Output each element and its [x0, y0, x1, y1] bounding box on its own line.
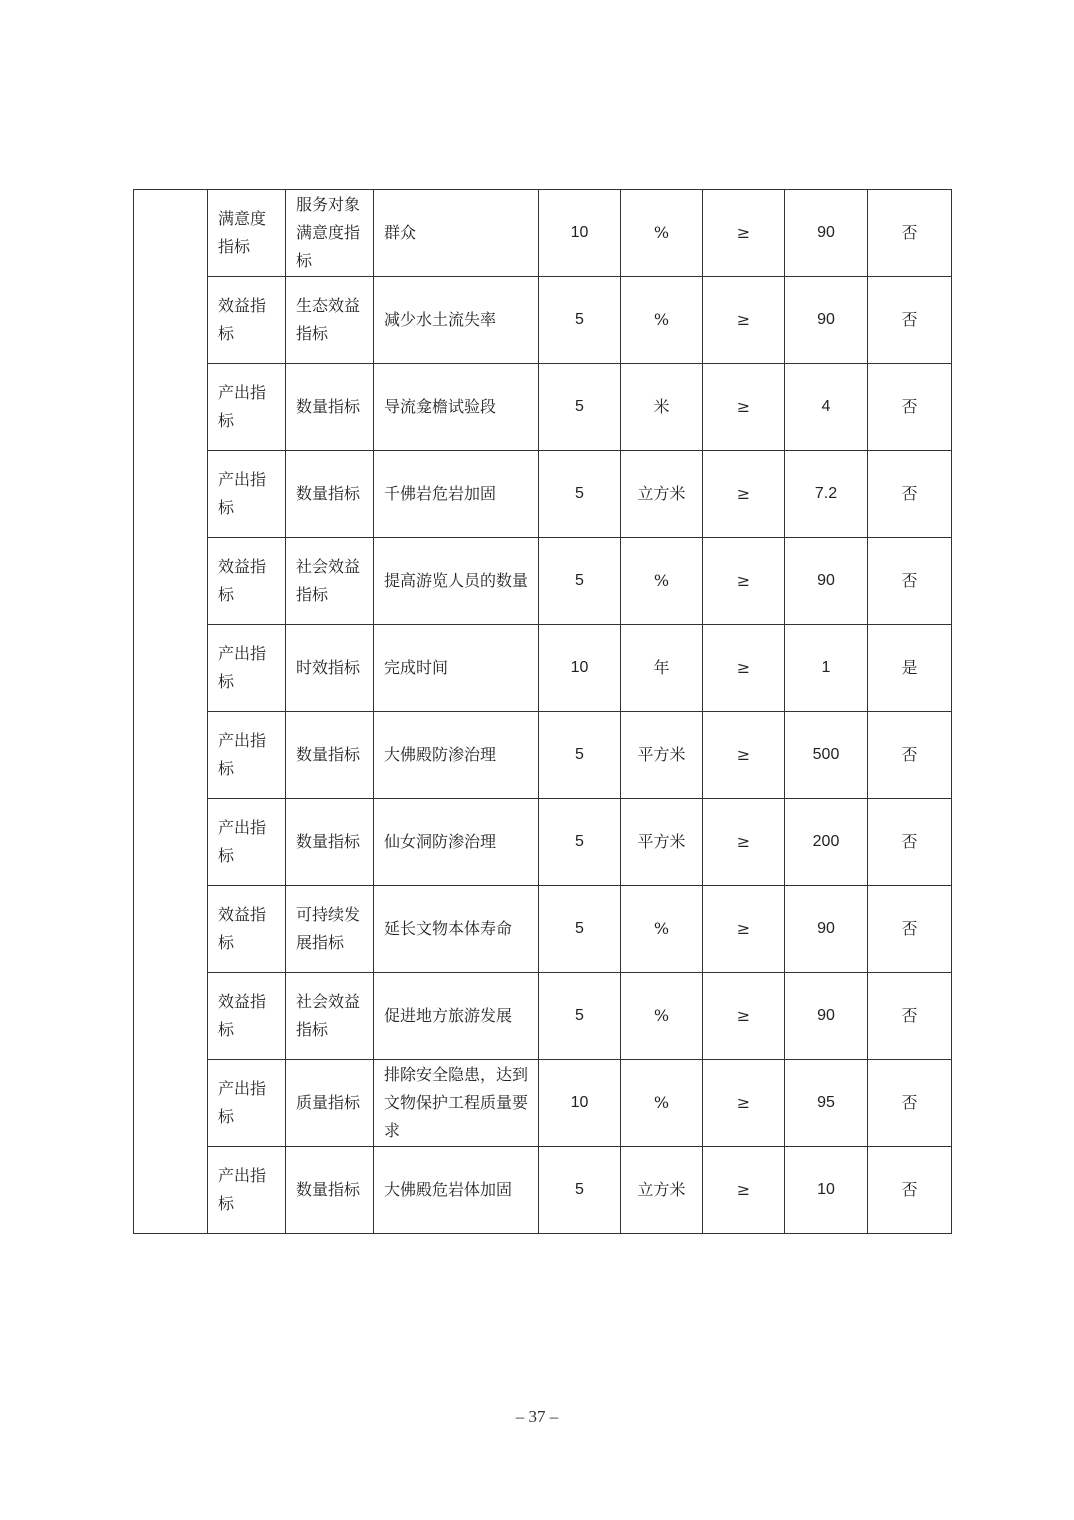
unit-cell: 立方米	[621, 451, 703, 538]
operator-cell: ≥	[703, 451, 785, 538]
table-row	[134, 712, 952, 799]
table-row	[134, 451, 952, 538]
target-value-cell: 4	[785, 364, 868, 451]
operator-cell: ≥	[703, 190, 785, 277]
unit-cell: %	[621, 886, 703, 973]
level2-indicator-cell: 数量指标	[286, 712, 374, 799]
target-value-cell: 90	[785, 886, 868, 973]
core-indicator-cell: 否	[868, 886, 952, 973]
weight-cell: 5	[539, 277, 621, 364]
table-row	[134, 625, 952, 712]
core-indicator-cell: 否	[868, 1147, 952, 1234]
target-value-cell: 200	[785, 799, 868, 886]
indicator-name-cell: 大佛殿危岩体加固	[374, 1147, 539, 1234]
weight-cell: 5	[539, 712, 621, 799]
page-number: – 37 –	[515, 1407, 559, 1426]
level1-indicator-cell: 产出指标	[208, 1147, 286, 1234]
level2-indicator-cell: 数量指标	[286, 451, 374, 538]
core-indicator-cell: 否	[868, 364, 952, 451]
target-value-cell: 90	[785, 538, 868, 625]
level2-indicator-cell: 数量指标	[286, 799, 374, 886]
operator-cell: ≥	[703, 973, 785, 1060]
weight-cell: 5	[539, 886, 621, 973]
level1-indicator-cell: 效益指标	[208, 886, 286, 973]
core-indicator-cell: 否	[868, 190, 952, 277]
indicator-name-cell: 大佛殿防渗治理	[374, 712, 539, 799]
operator-cell: ≥	[703, 538, 785, 625]
operator-cell: ≥	[703, 1060, 785, 1147]
unit-cell: %	[621, 973, 703, 1060]
core-indicator-cell: 否	[868, 277, 952, 364]
level1-indicator-cell: 产出指标	[208, 451, 286, 538]
core-indicator-cell: 否	[868, 1060, 952, 1147]
weight-cell: 10	[539, 1060, 621, 1147]
operator-cell: ≥	[703, 799, 785, 886]
table-row	[134, 973, 952, 1060]
level2-indicator-cell: 时效指标	[286, 625, 374, 712]
core-indicator-cell: 否	[868, 712, 952, 799]
operator-cell: ≥	[703, 625, 785, 712]
level2-indicator-cell: 可持续发展指标	[286, 886, 374, 973]
target-value-cell: 95	[785, 1060, 868, 1147]
target-value-cell: 90	[785, 973, 868, 1060]
operator-cell: ≥	[703, 364, 785, 451]
weight-cell: 10	[539, 625, 621, 712]
unit-cell: %	[621, 190, 703, 277]
level1-indicator-cell: 效益指标	[208, 277, 286, 364]
core-indicator-cell: 否	[868, 451, 952, 538]
operator-cell: ≥	[703, 886, 785, 973]
target-value-cell: 10	[785, 1147, 868, 1234]
indicator-name-cell: 群众	[374, 190, 539, 277]
target-value-cell: 1	[785, 625, 868, 712]
weight-cell: 5	[539, 451, 621, 538]
table-row	[134, 799, 952, 886]
target-value-cell: 500	[785, 712, 868, 799]
level1-indicator-cell: 产出指标	[208, 799, 286, 886]
level1-indicator-cell: 效益指标	[208, 973, 286, 1060]
unit-cell: 平方米	[621, 712, 703, 799]
unit-cell: 平方米	[621, 799, 703, 886]
unit-cell: %	[621, 277, 703, 364]
weight-cell: 5	[539, 538, 621, 625]
unit-cell: 米	[621, 364, 703, 451]
table-row	[134, 538, 952, 625]
target-value-cell: 7.2	[785, 451, 868, 538]
level1-indicator-cell: 产出指标	[208, 625, 286, 712]
level1-indicator-cell: 产出指标	[208, 364, 286, 451]
table-row	[134, 1060, 952, 1147]
indicator-name-cell: 促进地方旅游发展	[374, 973, 539, 1060]
weight-cell: 5	[539, 364, 621, 451]
table-row	[134, 277, 952, 364]
level2-indicator-cell: 质量指标	[286, 1060, 374, 1147]
table-row	[134, 886, 952, 973]
target-value-cell: 90	[785, 190, 868, 277]
level1-indicator-cell: 满意度指标	[208, 190, 286, 277]
core-indicator-cell: 否	[868, 538, 952, 625]
operator-cell: ≥	[703, 277, 785, 364]
level2-indicator-cell: 社会效益指标	[286, 973, 374, 1060]
operator-cell: ≥	[703, 712, 785, 799]
level2-indicator-cell: 数量指标	[286, 1147, 374, 1234]
level1-indicator-cell: 效益指标	[208, 538, 286, 625]
unit-cell: %	[621, 1060, 703, 1147]
merged-category-cell	[134, 190, 208, 1234]
core-indicator-cell: 是	[868, 625, 952, 712]
indicator-name-cell: 提高游览人员的数量	[374, 538, 539, 625]
level2-indicator-cell: 服务对象满意度指标	[286, 190, 374, 277]
level1-indicator-cell: 产出指标	[208, 1060, 286, 1147]
unit-cell: 年	[621, 625, 703, 712]
indicator-name-cell: 导流龛檐试验段	[374, 364, 539, 451]
level2-indicator-cell: 社会效益指标	[286, 538, 374, 625]
indicator-name-cell: 千佛岩危岩加固	[374, 451, 539, 538]
weight-cell: 10	[539, 190, 621, 277]
operator-cell: ≥	[703, 1147, 785, 1234]
indicator-name-cell: 减少水土流失率	[374, 277, 539, 364]
weight-cell: 5	[539, 973, 621, 1060]
table-row	[134, 190, 952, 277]
target-value-cell: 90	[785, 277, 868, 364]
indicator-name-cell: 排除安全隐患，达到文物保护工程质量要求	[374, 1060, 539, 1147]
weight-cell: 5	[539, 1147, 621, 1234]
performance-indicator-table	[133, 189, 952, 1234]
unit-cell: %	[621, 538, 703, 625]
level2-indicator-cell: 生态效益指标	[286, 277, 374, 364]
table-row	[134, 364, 952, 451]
level1-indicator-cell: 产出指标	[208, 712, 286, 799]
indicator-name-cell: 仙女洞防渗治理	[374, 799, 539, 886]
level2-indicator-cell: 数量指标	[286, 364, 374, 451]
core-indicator-cell: 否	[868, 973, 952, 1060]
table-row	[134, 1147, 952, 1234]
core-indicator-cell: 否	[868, 799, 952, 886]
indicator-name-cell: 完成时间	[374, 625, 539, 712]
weight-cell: 5	[539, 799, 621, 886]
table-body	[134, 190, 952, 1234]
indicator-name-cell: 延长文物本体寿命	[374, 886, 539, 973]
unit-cell: 立方米	[621, 1147, 703, 1234]
